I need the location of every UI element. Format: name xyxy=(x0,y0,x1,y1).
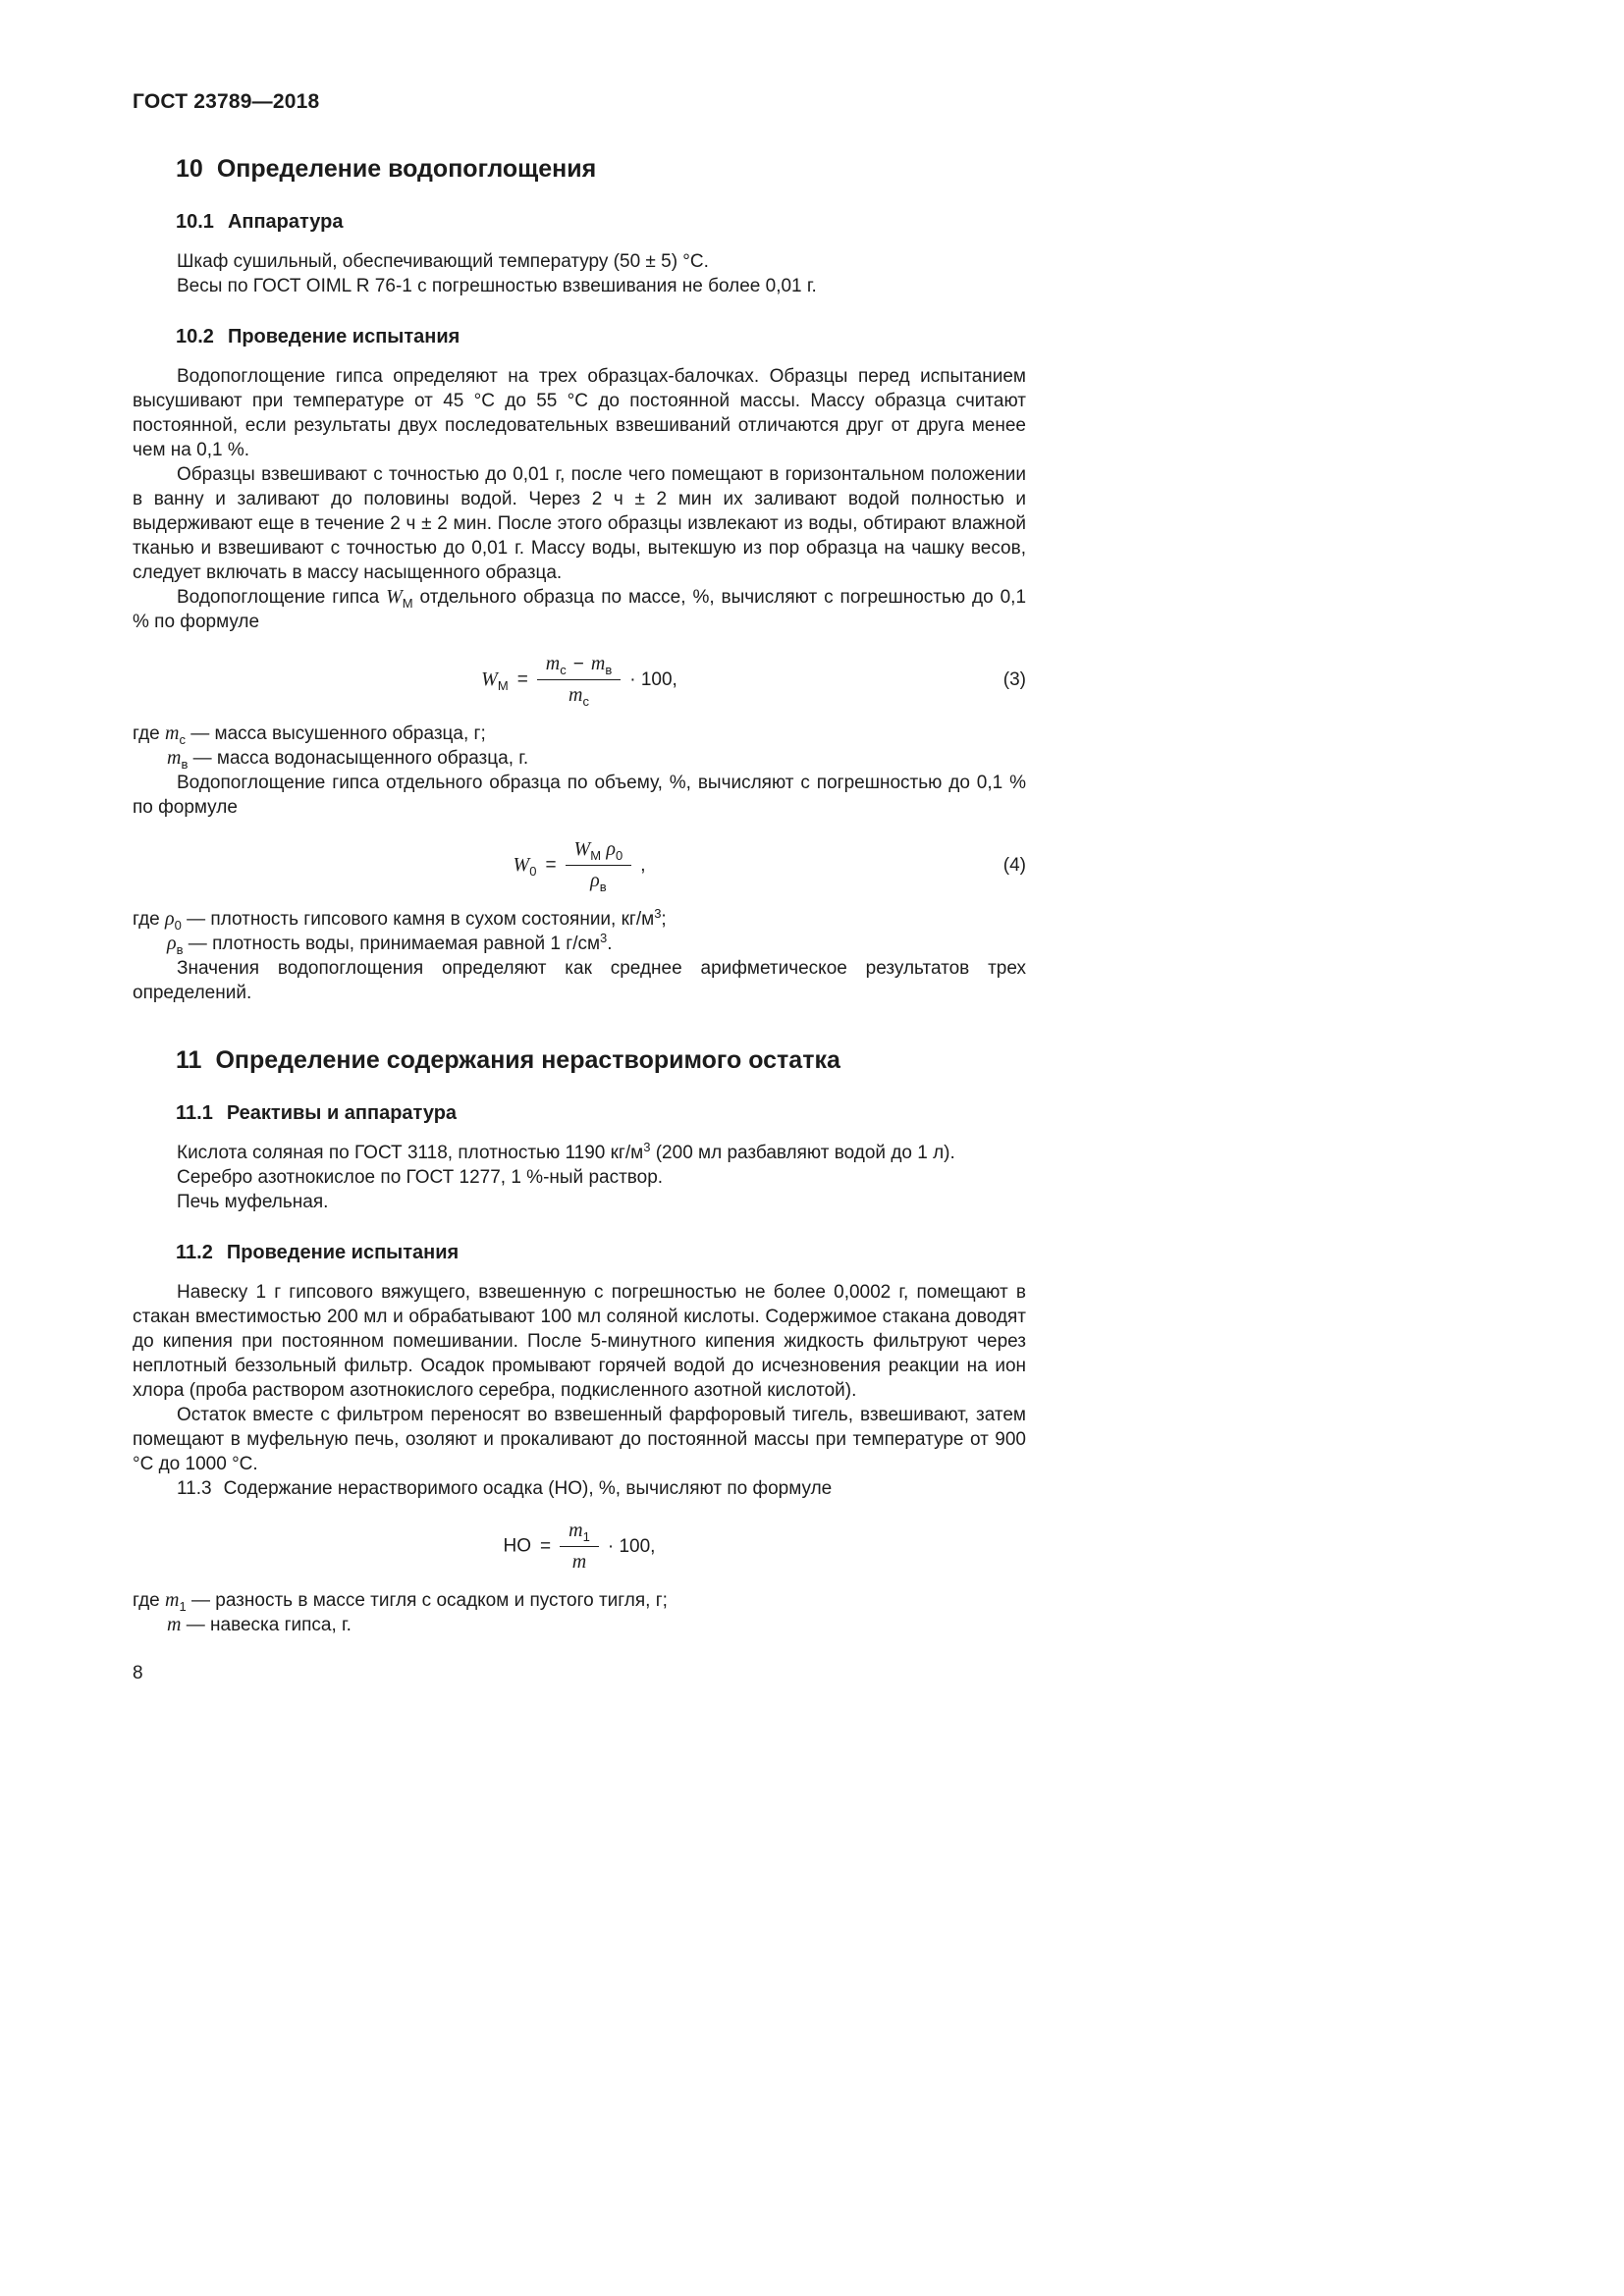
variable-letter: ρ xyxy=(167,933,177,954)
paragraph: Образцы взвешивают с точностью до 0,01 г, после чего помещают в горизонтальном положении в ванну и заливают до половины водой. Через 2 ч ± 2 мин их заливают водой полностью и выдерживают еще в течение 2 ч ± 2 мин. После этого образцы извлекают из воды, обтирают влажной тканью и взвешивают с точностью до 0,01 г. Массу воды, вытекшую из пор образца на чашку весов, следует включать в массу насыщенного образца. xyxy=(133,464,1026,583)
variable-wm xyxy=(481,667,509,693)
variable-wm xyxy=(573,838,602,863)
paragraph: Шкаф сушильный, обеспечивающий температуру (50 ± 5) °С. xyxy=(177,251,709,272)
fraction-denominator xyxy=(560,1547,599,1575)
subsection-10-1-heading xyxy=(133,211,1026,234)
paragraph: Весы по ГОСТ OIML R 76-1 с погрешностью взвешивания не более 0,01 г. xyxy=(177,276,817,296)
subscript: в xyxy=(176,942,184,957)
variable-letter: ρ xyxy=(165,908,175,930)
subscript: 0 xyxy=(174,918,182,933)
paragraph: Навеску 1 г гипсового вяжущего, взвешенную с погрешностью не более 0,0002 г, помещают в стакан вместимостью 200 мл и обрабатывают 100 мл соляной кислоты. Содержимое стакана доводят до кипения при постоянном помешивании. После 5-минутного кипения жидкость фильтруют через неплотный беззольный фильтр. Осадок промывают горячей водой до исчезновения реакции на ион хлора (проба раствором азотнокислого серебра, подкисленного азотной кислотой). xyxy=(133,1282,1026,1401)
subscript: М xyxy=(590,848,602,863)
superscript: 3 xyxy=(654,906,662,921)
text-run: Содержание нерастворимого осадка (НО), %, вычисляют по формуле xyxy=(223,1478,833,1499)
fraction xyxy=(566,837,632,893)
section-10-heading xyxy=(133,155,1026,184)
fraction-numerator xyxy=(537,652,621,680)
equals-sign: = xyxy=(540,1535,552,1557)
variable-wm xyxy=(386,586,413,611)
section-title: Определение содержания нерастворимого остатка xyxy=(215,1046,840,1074)
formula-tail: , xyxy=(640,854,646,876)
fraction xyxy=(560,1519,599,1575)
equals-sign: = xyxy=(545,854,557,876)
fraction-denominator xyxy=(537,680,621,708)
text-run: где xyxy=(133,909,166,930)
subsection-number: 11.1 xyxy=(176,1102,213,1124)
page-number: 8 xyxy=(133,1663,143,1683)
text-run: — масса высушенного образца, г; xyxy=(185,723,486,744)
subscript: с xyxy=(179,732,186,747)
clause-number: 11.3 xyxy=(177,1478,212,1499)
variable-letter: m xyxy=(571,1551,587,1573)
formula-ho xyxy=(133,1519,1026,1575)
superscript: 3 xyxy=(600,931,608,945)
subscript: 1 xyxy=(582,1529,590,1544)
paragraph: Водопоглощение гипса отдельного образца по объему, %, вычисляют с погрешностью до 0,1 % по формуле xyxy=(133,773,1026,818)
text-run: ; xyxy=(661,909,667,930)
variable-letter: ρ xyxy=(590,870,600,891)
variable-mv xyxy=(167,747,189,772)
where-line xyxy=(133,721,1026,746)
section-title: Определение водопоглощения xyxy=(216,155,597,183)
section-number: 10 xyxy=(176,155,203,183)
variable-letter: ρ xyxy=(606,838,616,860)
paragraph: Остаток вместе с фильтром переносят во взвешенный фарфоровый тигель, взвешивают, затем помещают в муфельную печь, озоляют и прокаливают до постоянной массы при температуре от 900 °С до 1000 °С. xyxy=(133,1405,1026,1474)
variable-rhov xyxy=(167,933,184,957)
equation-number: (4) xyxy=(1002,854,1026,876)
subsection-title: Проведение испытания xyxy=(227,326,460,347)
text-run: где xyxy=(133,1590,166,1611)
variable-w0 xyxy=(513,853,537,879)
text-run: . xyxy=(607,934,613,954)
formula-body xyxy=(514,837,646,893)
variable-letter: W xyxy=(513,853,530,876)
paragraph-11-3 xyxy=(133,1476,1026,1501)
variable-rho0 xyxy=(165,908,182,933)
subscript: в xyxy=(599,880,607,894)
equation-number: (3) xyxy=(1002,668,1026,690)
subsection-11-2-heading xyxy=(133,1242,1026,1264)
subsection-number: 11.2 xyxy=(176,1242,213,1263)
subsection-11-1-heading xyxy=(133,1102,1026,1125)
variable-mv xyxy=(590,653,613,677)
subscript: М xyxy=(497,677,509,693)
where-line xyxy=(133,1613,1026,1637)
variable-mc xyxy=(545,653,567,677)
minus-sign: − xyxy=(572,654,584,674)
variable-m1 xyxy=(165,1589,187,1614)
subsection-10-2-heading xyxy=(133,326,1026,348)
text-run: — навеска гипса, г. xyxy=(181,1615,352,1635)
formula-3 xyxy=(133,652,1026,708)
paragraph: Серебро азотнокислое по ГОСТ 1277, 1 %-ный раствор. xyxy=(177,1167,664,1188)
where-line xyxy=(133,932,1026,956)
fraction-numerator xyxy=(560,1519,599,1547)
paragraph: Печь муфельная. xyxy=(177,1192,329,1212)
page-content xyxy=(133,90,1026,1684)
text-run: — масса водонасыщенного образца, г. xyxy=(188,748,529,769)
variable-rho0 xyxy=(606,838,623,863)
paragraph: Значения водопоглощения определяют как среднее арифметическое результатов трех определений. xyxy=(133,958,1026,1003)
formula-tail: · 100, xyxy=(607,1535,656,1557)
formula-lhs: НО xyxy=(503,1535,532,1557)
subscript: 1 xyxy=(179,1599,187,1614)
subsection-title: Реактивы и аппаратура xyxy=(226,1102,458,1124)
subscript: в xyxy=(605,663,613,677)
subscript: с xyxy=(582,694,589,709)
text-run: отдельного образца по массе, %, вычисляют с погрешностью до 0,1 % по формуле xyxy=(133,587,1027,632)
where-line xyxy=(133,1588,1026,1613)
formula-4 xyxy=(133,837,1026,893)
formula-body xyxy=(504,1519,656,1575)
text-run: Водопоглощение гипса xyxy=(177,587,387,608)
subsection-number: 10.1 xyxy=(176,211,214,233)
variable-m1 xyxy=(568,1520,590,1544)
text-run: (200 мл разбавляют водой до 1 л). xyxy=(650,1143,955,1163)
variable-letter: m xyxy=(167,1614,182,1635)
section-11-heading xyxy=(133,1046,1026,1075)
subscript: 0 xyxy=(615,848,623,863)
variable-mc xyxy=(568,684,589,709)
subscript: М xyxy=(402,596,413,611)
subscript: 0 xyxy=(529,863,537,879)
where-line xyxy=(133,907,1026,932)
superscript: 3 xyxy=(643,1140,651,1154)
text-run: — плотность воды, принимаемая равной 1 г/см xyxy=(183,934,601,954)
variable-letter: W xyxy=(386,586,403,608)
subsection-number: 10.2 xyxy=(176,326,214,347)
variable-letter: m xyxy=(590,653,606,674)
text-run: — плотность гипсового камня в сухом состоянии, кг/м xyxy=(181,909,655,930)
variable-letter: m xyxy=(165,722,180,744)
variable-rhov xyxy=(590,870,607,894)
fraction xyxy=(537,652,621,708)
variable-letter: m xyxy=(165,1589,180,1611)
subsection-title: Аппаратура xyxy=(227,211,344,233)
text-run: где xyxy=(133,723,166,744)
text-run: Кислота соляная по ГОСТ 3118, плотностью 1190 кг/м xyxy=(177,1143,644,1163)
subscript: с xyxy=(560,663,567,677)
text-run: — разность в массе тигля с осадком и пустого тигля, г; xyxy=(186,1590,668,1611)
gost-number-header: ГОСТ 23789—2018 xyxy=(133,90,320,113)
fraction-denominator xyxy=(566,866,632,893)
fraction-numerator xyxy=(566,837,632,866)
section-number: 11 xyxy=(176,1046,202,1074)
variable-m xyxy=(572,1551,586,1573)
variable-letter: W xyxy=(481,667,498,690)
variable-letter: m xyxy=(167,747,182,769)
subsection-title: Проведение испытания xyxy=(226,1242,460,1263)
subscript: в xyxy=(181,757,189,772)
paragraph: Водопоглощение гипса определяют на трех образцах-балочках. Образцы перед испытанием высушивают при температуре от 45 °С до 55 °С до постоянной массы. Массу образца считают постоянной, если результаты двух последовательных взвешиваний отличаются друг от друга менее чем на 0,1 %. xyxy=(133,366,1026,460)
where-line xyxy=(133,746,1026,771)
variable-mc xyxy=(165,722,186,747)
variable-letter: m xyxy=(568,1520,583,1541)
variable-letter: W xyxy=(573,838,591,860)
variable-letter: m xyxy=(545,653,561,674)
paragraph xyxy=(133,585,1026,634)
variable-m xyxy=(167,1614,181,1635)
equals-sign: = xyxy=(516,668,528,690)
formula-tail: · 100, xyxy=(629,668,677,690)
paragraph xyxy=(133,1141,1026,1165)
variable-letter: m xyxy=(568,684,583,706)
formula-body xyxy=(481,652,677,708)
